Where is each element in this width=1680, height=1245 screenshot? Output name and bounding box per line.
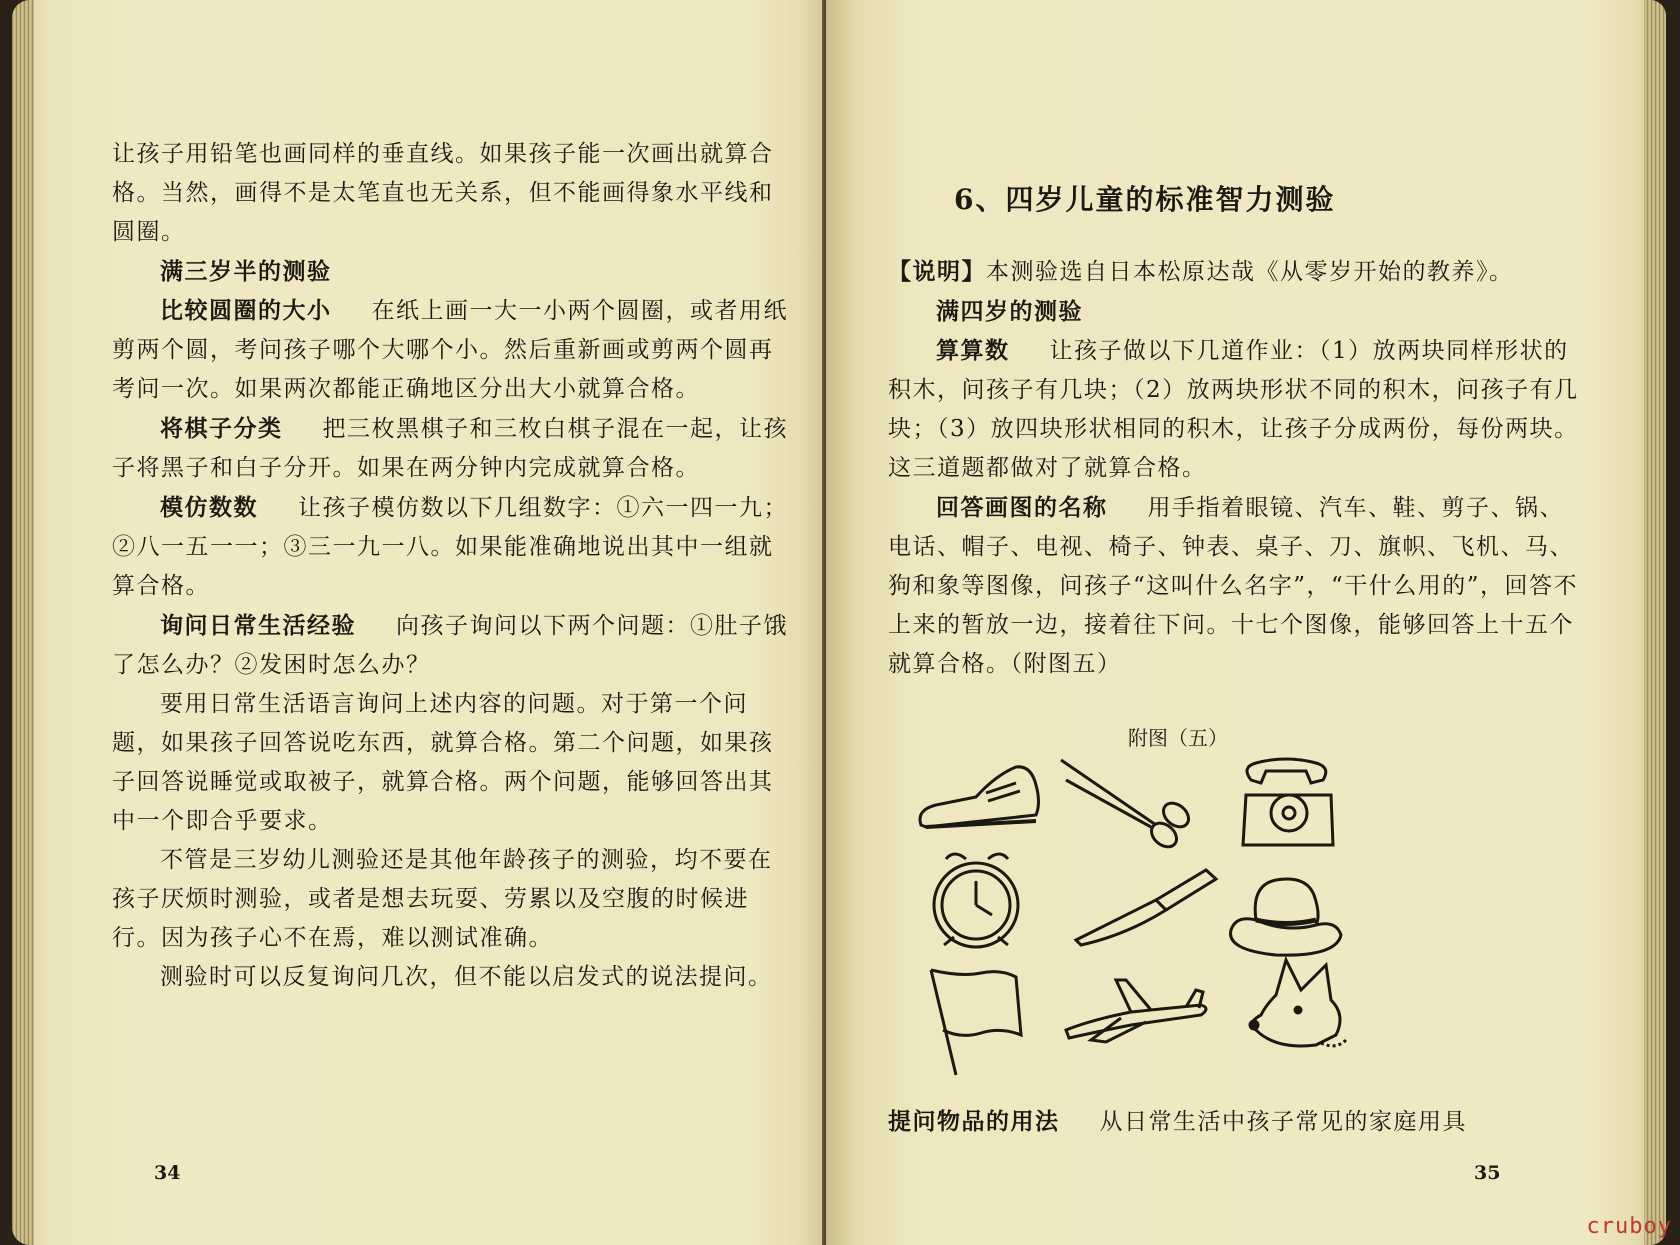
section-heading: 满四岁的测验 [936, 298, 1083, 325]
telephone-icon [1243, 759, 1333, 845]
test-item-text: 从日常生活中孩子常见的家庭用具 [1099, 1109, 1467, 1135]
right-page [826, 0, 1666, 1245]
test-item [112, 291, 792, 409]
body-paragraph: 测验时可以反复询问几次，但不能以启发式的说法提问。 [160, 964, 773, 990]
note-paragraph [888, 252, 1588, 292]
test-item-title: 比较圆圈的大小 [160, 297, 332, 324]
alarm-clock-icon [934, 854, 1018, 947]
opening-paragraph: 让孩子用铅笔也画同样的垂直线。如果孩子能一次画出就算合格。当然，画得不是太笔直也无关系，但不能画得象水平线和圆圈。 [112, 141, 774, 245]
bottom-test-item [888, 1103, 1588, 1136]
body-paragraph: 不管是三岁幼儿测验还是其他年龄孩子的测验，均不要在孩子厌烦时测验，或者是想去玩耍、劳累以及空腹的时候进行。因为孩子心不在焉，难以测试准确。 [112, 847, 773, 951]
airplane-icon [1066, 980, 1206, 1042]
test-item [888, 331, 1588, 488]
test-item-title: 提问物品的用法 [888, 1108, 1060, 1135]
note-label: 【说明】 [888, 258, 986, 285]
hat-icon [1231, 879, 1341, 955]
test-item-text: 向孩子询问以下两个问题：①肚子饿了怎么办？②发困时怎么办？ [112, 613, 788, 678]
dog-icon [1250, 960, 1346, 1046]
test-item-title: 将棋子分类 [160, 415, 283, 442]
left-page-text [112, 135, 792, 997]
test-item-text: 把三枚黑棋子和三枚白棋子混在一起，让孩子将黑子和白子分开。如果在两分钟内完成就算合格。 [112, 416, 788, 481]
figure-caption: 附图（五） [1128, 726, 1228, 750]
shoe-icon [920, 767, 1039, 827]
page-edge [1644, 0, 1666, 1245]
right-page-text [888, 252, 1588, 684]
test-item-title: 回答画图的名称 [936, 494, 1108, 521]
test-item-text: 用手指着眼镜、汽车、鞋、剪子、锅、电话、帽子、电视、椅子、钟表、桌子、刀、旗帜、飞机、马、狗和象等图像，问孩子“这叫什么名字”，“干什么用的”，回答不上来的暂放一边，接着往下问。十七个图像，能够回答上十五个就算合格。（附图五） [888, 495, 1579, 677]
left-page [12, 0, 830, 1245]
body-paragraph: 要用日常生活语言询问上述内容的问题。对于第一个问题，如果孩子回答说吃东西，就算合格。第二个问题，如果孩子回答说睡觉或取被子，就算合格。两个问题，能够回答出其中一个即合乎要求。 [112, 691, 774, 834]
flag-icon [931, 970, 1021, 1075]
scissors-icon [1061, 760, 1193, 852]
test-item [112, 409, 792, 488]
test-item [112, 488, 792, 606]
note-text: 本测验选自日本松原达哉《从零岁开始的教养》。 [986, 259, 1514, 285]
test-item [888, 488, 1588, 684]
page-edge [12, 0, 34, 1245]
figure-illustrations [916, 755, 1476, 1085]
test-item-title: 算算数 [936, 337, 1010, 364]
test-item-text: 在纸上画一大一小两个圆圈，或者用纸剪两个圆，考问孩子哪个大哪个小。然后重新画或剪两个圆再考问一次。如果两次都能正确地区分出大小就算合格。 [112, 298, 788, 402]
test-item-text: 让孩子做以下几道作业：（1）放两块同样形状的积木，问孩子有几块；（2）放两块形状不同的积木，问孩子有几块；（3）放四块形状相同的积木，让孩子分成两份，每份两块。这三道题都做对了就算合格。 [888, 338, 1579, 481]
knife-icon [1076, 870, 1216, 945]
page-number: 34 [154, 1162, 181, 1184]
test-item-title: 询问日常生活经验 [160, 612, 356, 639]
watermark: cruboy [1586, 1214, 1672, 1239]
test-item-title: 模仿数数 [160, 494, 258, 521]
test-item [112, 606, 792, 685]
section-heading: 满三岁半的测验 [160, 258, 332, 285]
page-number: 35 [1474, 1162, 1501, 1184]
test-item-text: 让孩子模仿数以下几组数字：①六一四一九；②八一五一一；③三一九一八。如果能准确地说出其中一组就算合格。 [112, 495, 788, 599]
chapter-heading: 6、四岁儿童的标准智力测验 [954, 183, 1336, 216]
